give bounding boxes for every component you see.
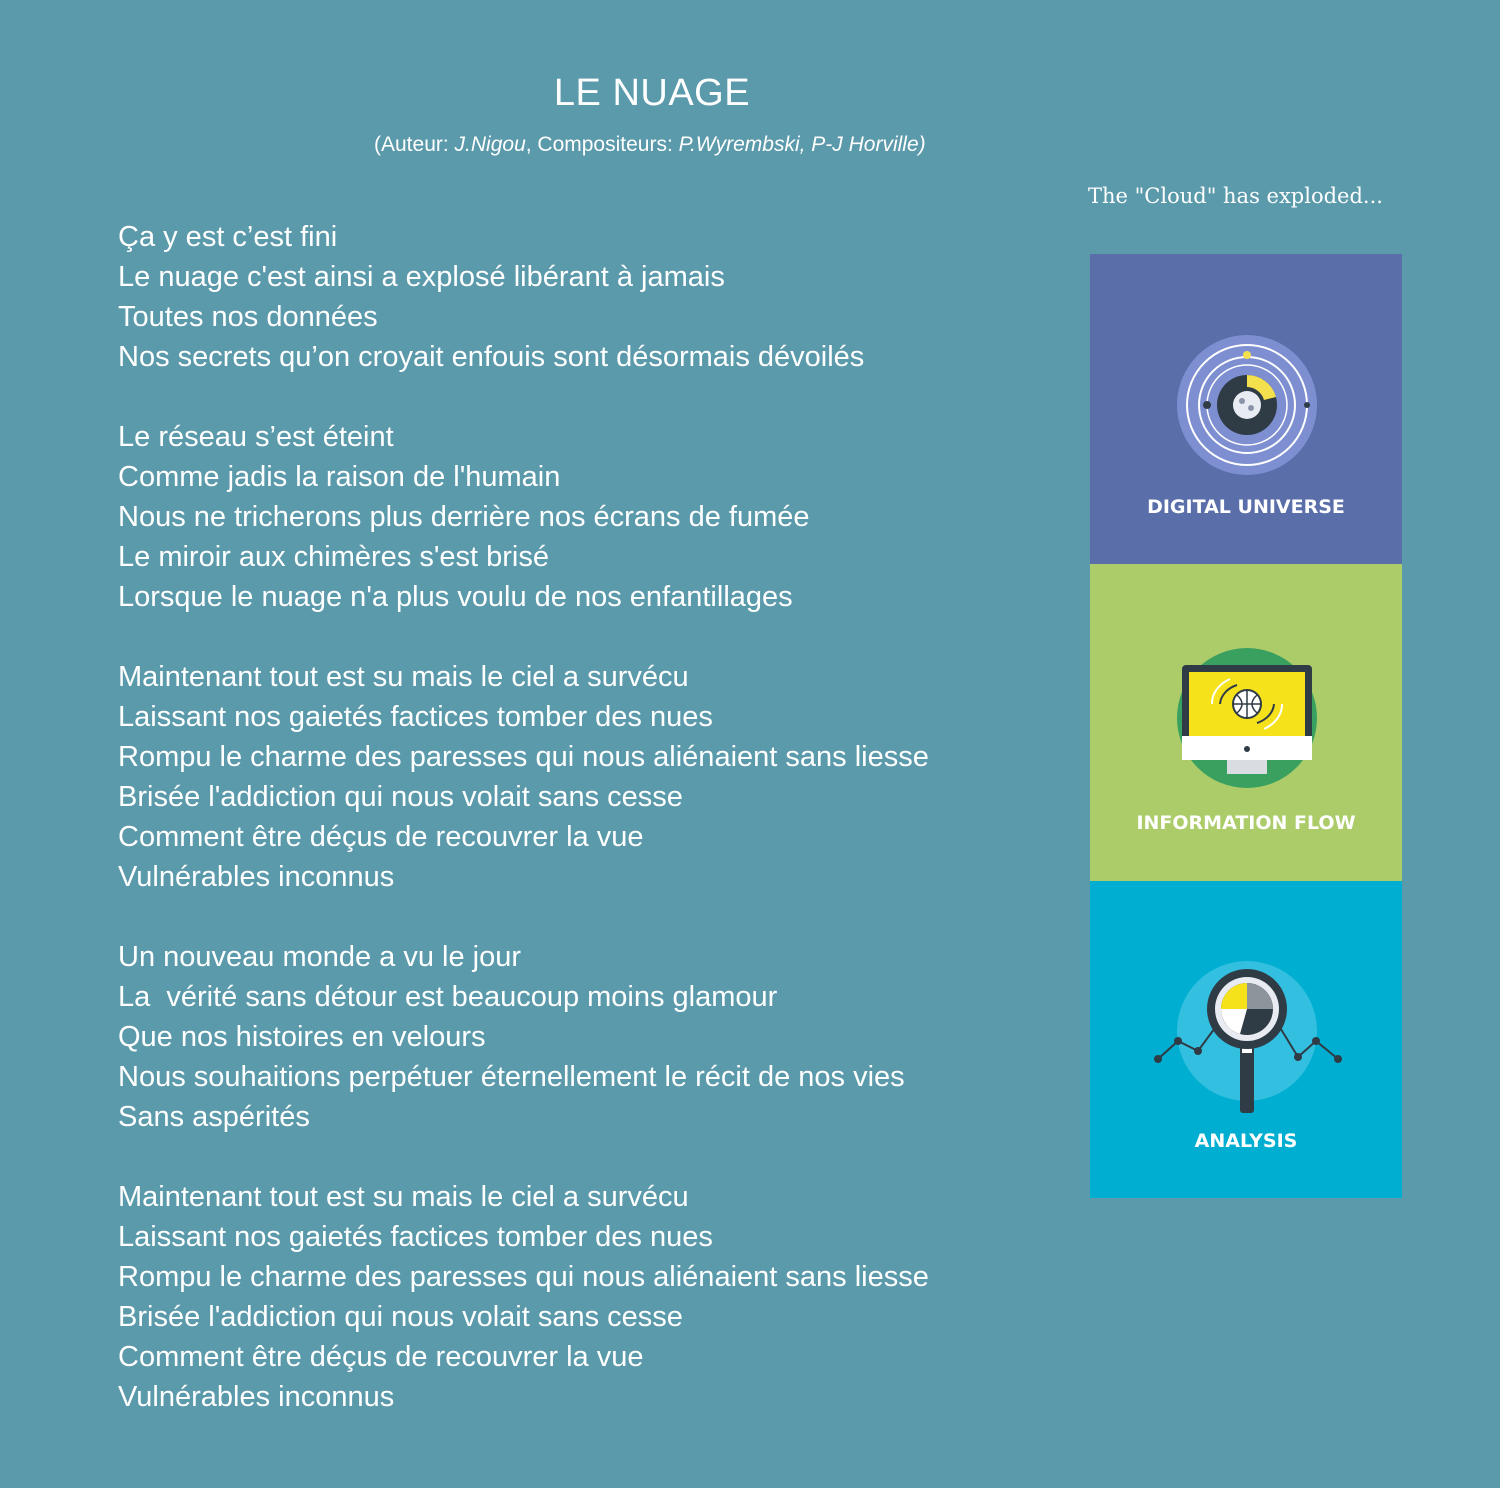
lyric-line: Toutes nos données bbox=[118, 301, 378, 333]
lyric-line: Vulnérables inconnus bbox=[118, 861, 395, 893]
panel-digital-universe bbox=[1090, 254, 1402, 564]
lyric-line: Nous souhaitions perpétuer éternellement le récit de nos vies bbox=[118, 1061, 905, 1093]
credits-composers: P.Wyrembski, P-J Horville) bbox=[678, 133, 926, 156]
lyric-line: Nous ne tricherons plus derrière nos écrans de fumée bbox=[118, 501, 810, 533]
lyric-line: Ça y est c’est fini bbox=[118, 221, 338, 253]
lyric-line: Le miroir aux chimères s'est brisé bbox=[118, 541, 550, 573]
panel-label: ANALYSIS bbox=[1194, 1130, 1298, 1152]
lyric-line: Maintenant tout est su mais le ciel a survécu bbox=[118, 1181, 689, 1213]
lyric-line: Sans aspérités bbox=[118, 1101, 310, 1133]
panel-information-flow bbox=[1090, 564, 1402, 881]
lyric-line: Lorsque le nuage n'a plus voulu de nos enfantillages bbox=[118, 581, 793, 613]
lyric-line: Vulnérables inconnus bbox=[118, 1381, 395, 1413]
lyric-line: Le réseau s’est éteint bbox=[118, 421, 394, 453]
lyric-line: Maintenant tout est su mais le ciel a survécu bbox=[118, 661, 689, 693]
stanza bbox=[118, 217, 1068, 377]
lyric-line: Un nouveau monde a vu le jour bbox=[118, 941, 522, 973]
lyric-line: Laissant nos gaietés factices tomber des nues bbox=[118, 701, 713, 733]
panel-label: INFORMATION FLOW bbox=[1136, 812, 1356, 834]
credits-open: (Auteur: bbox=[374, 133, 455, 156]
lyric-line: Rompu le charme des paresses qui nous aliénaient sans liesse bbox=[118, 1261, 929, 1293]
lyric-line: Comme jadis la raison de l'humain bbox=[118, 461, 561, 493]
lyric-line: Que nos histoires en velours bbox=[118, 1021, 486, 1053]
panel-analysis bbox=[1090, 881, 1402, 1198]
lyric-line: Nos secrets qu’on croyait enfouis sont désormais dévoilés bbox=[118, 341, 865, 373]
lyric-line: Comment être déçus de recouvrer la vue bbox=[118, 821, 644, 853]
stanza bbox=[118, 1177, 1068, 1417]
credits-author: J.Nigou bbox=[454, 133, 526, 156]
lyrics bbox=[118, 217, 1068, 1457]
panel-label: DIGITAL UNIVERSE bbox=[1147, 496, 1345, 518]
lyric-line: Laissant nos gaietés factices tomber des nues bbox=[118, 1221, 713, 1253]
illustration-caption: The "Cloud" has exploded... bbox=[1088, 184, 1383, 208]
credits bbox=[374, 133, 926, 157]
stanza bbox=[118, 417, 1068, 617]
stanza bbox=[118, 937, 1068, 1137]
lyric-line: Brisée l'addiction qui nous volait sans cesse bbox=[118, 781, 683, 813]
lyric-line: Brisée l'addiction qui nous volait sans cesse bbox=[118, 1301, 683, 1333]
lyric-line: Rompu le charme des paresses qui nous aliénaient sans liesse bbox=[118, 741, 929, 773]
credits-mid: , Compositeurs: bbox=[525, 133, 679, 156]
lyric-line: La vérité sans détour est beaucoup moins glamour bbox=[118, 981, 778, 1013]
stanza bbox=[118, 657, 1068, 897]
lyric-line: Comment être déçus de recouvrer la vue bbox=[118, 1341, 644, 1373]
lyric-line: Le nuage c'est ainsi a explosé libérant à jamais bbox=[118, 261, 725, 293]
page-title: LE NUAGE bbox=[553, 72, 751, 114]
